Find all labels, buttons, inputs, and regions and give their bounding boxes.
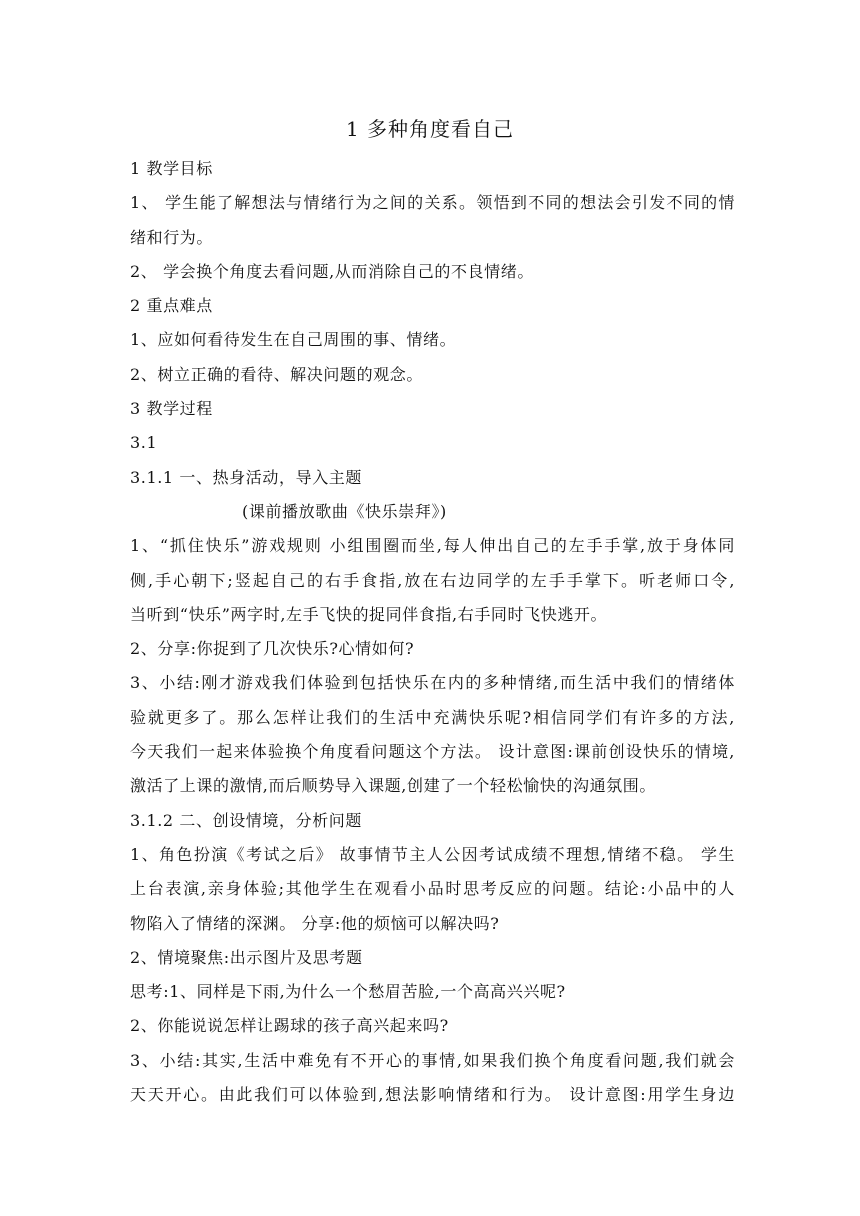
text-line: 2 重点难点 — [130, 296, 213, 316]
document-body — [130, 152, 735, 1112]
text-line: 天天开心。由此我们可以体验到,想法影响情绪和行为。 设计意图:用学生身边 — [130, 1085, 735, 1105]
text-line: 3、小结:其实,生活中难免有不开心的事情,如果我们换个角度看问题,我们就会 — [130, 1050, 735, 1070]
text-line: 当听到“快乐”两字时,左手飞快的捉同伴食指,右手同时飞快逃开。 — [130, 604, 608, 624]
text-line: 3、小结:刚才游戏我们体验到包括快乐在内的多种情绪,而生活中我们的情绪体 — [130, 673, 735, 693]
text-line: 3.1.1 一、热身活动，导入主题 — [130, 467, 362, 487]
text-line: 1、应如何看待发生在自己周围的事、情绪。 — [130, 330, 457, 350]
document-title: 1 多种角度看自己 — [345, 117, 515, 141]
text-line: 侧,手心朝下;竖起自己的右手食指,放在右边同学的左手手掌下。听老师口令, — [130, 570, 735, 590]
text-line: 2、你能说说怎样让踢球的孩子高兴起来吗? — [130, 1016, 449, 1036]
text-line: 3.1.2 二、创设情境，分析问题 — [130, 810, 362, 830]
text-line: 1、 学生能了解想法与情绪行为之间的关系。领悟到不同的想法会引发不同的情 — [130, 193, 735, 213]
text-line: 2、树立正确的看待、解决问题的观念。 — [130, 364, 423, 384]
text-line: 今天我们一起来体验换个角度看问题这个方法。 设计意图:课前创设快乐的情境, — [130, 742, 735, 762]
text-line: 上台表演,亲身体验;其他学生在观看小品时思考反应的问题。结论:小品中的人 — [130, 879, 735, 899]
text-line: 1 教学目标 — [130, 159, 213, 178]
text-line: 验就更多了。那么怎样让我们的生活中充满快乐呢?相信同学们有许多的方法, — [130, 707, 735, 727]
text-line: 激活了上课的激情,而后顺势导入课题,创建了一个轻松愉快的沟通氛围。 — [130, 776, 656, 796]
text-line: 2、分享:你捉到了几次快乐?心情如何? — [130, 639, 415, 659]
text-line: (课前播放歌曲《快乐崇拜》) — [242, 501, 447, 521]
text-line: 1、“抓住快乐”游戏规则 小组围圈而坐,每人伸出自己的左手手掌,放于身体同 — [130, 536, 735, 556]
text-line: 2、情境聚焦:出示图片及思考题 — [130, 947, 363, 967]
text-line: 思考:1、同样是下雨,为什么一个愁眉苦脸,一个高高兴兴呢? — [130, 982, 566, 1002]
text-line: 物陷入了情绪的深渊。 分享:他的烦恼可以解决吗? — [130, 913, 500, 933]
text-line: 1、角色扮演《考试之后》 故事情节主人公因考试成绩不理想,情绪不稳。 学生 — [130, 844, 735, 864]
text-line: 2、 学会换个角度去看问题,从而消除自己的不良情绪。 — [130, 261, 534, 281]
text-line: 绪和行为。 — [130, 227, 214, 247]
text-line: 3.1 — [130, 433, 158, 453]
text-line: 3 教学过程 — [130, 399, 213, 419]
